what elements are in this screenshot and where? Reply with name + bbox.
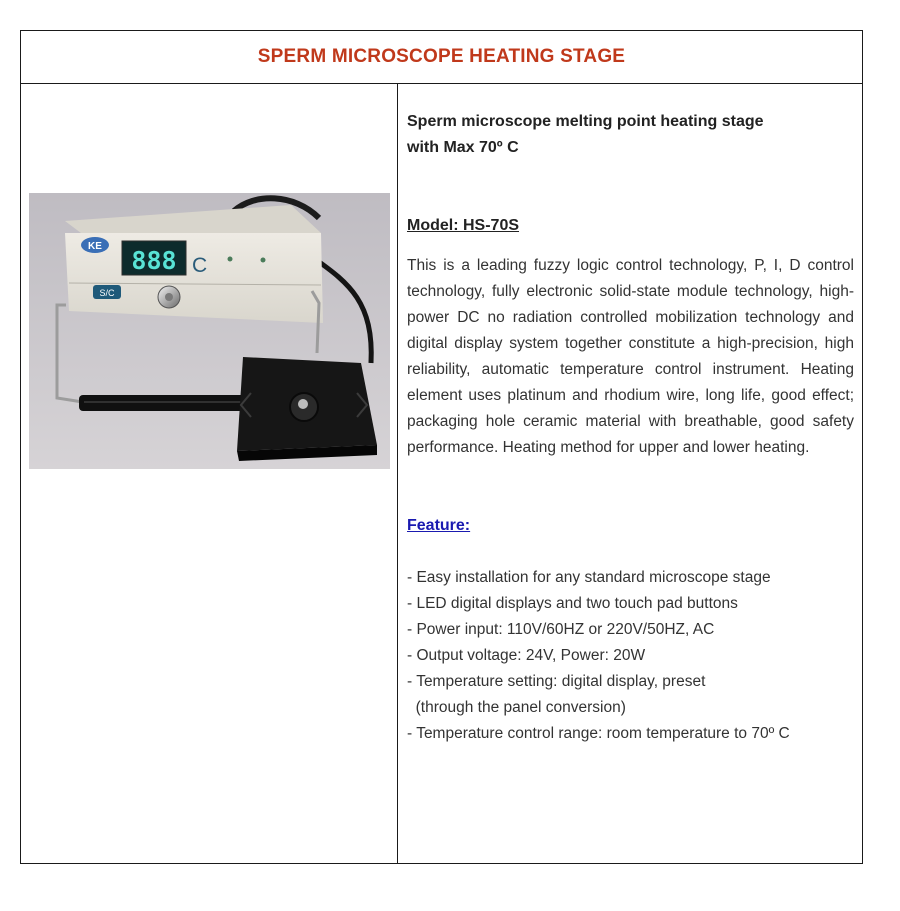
feature-heading: Feature: xyxy=(407,517,471,534)
description-cell xyxy=(398,83,862,863)
heating-stage-illustration xyxy=(29,193,390,469)
feature-item: - Power input: 110V/60HZ or 220V/50HZ, AC xyxy=(407,621,715,638)
content-row xyxy=(21,83,862,863)
spec-sheet xyxy=(20,30,863,864)
feature-item: - Temperature control range: room temperature to 70º C xyxy=(407,725,790,742)
headline-line-1: Sperm microscope melting point heating stage xyxy=(407,113,764,130)
feature-item: - Temperature setting: digital display, preset xyxy=(407,673,706,690)
product-headline xyxy=(407,109,854,161)
feature-item: - Easy installation for any standard microscope stage xyxy=(407,569,771,586)
title-row xyxy=(21,31,862,84)
product-photo xyxy=(29,193,390,469)
indicator-light-icon xyxy=(228,257,233,262)
image-cell xyxy=(21,83,398,863)
product-description: This is a leading fuzzy logic control technology, P, I, D control technology, fully electronic solid-state module technology, high-power DC no radiation controlled mobilization technology and digital display system together constitute a high-precision, high reliability, automatic temperature control instrument. Heating element uses platinum and rhodium wire, long life, good effect; packaging hole ceramic material with breathable, good safety performance. Heating method for upper and lower heating. xyxy=(407,257,854,456)
device-logo-text: KE xyxy=(88,241,102,252)
led-digits: 888 xyxy=(131,246,177,275)
headline-line-2: with Max 70º C xyxy=(407,139,519,156)
heating-rod xyxy=(79,395,249,411)
feature-list xyxy=(407,565,854,747)
display-unit: C xyxy=(192,254,208,277)
feature-item: - Output voltage: 24V, Power: 20W xyxy=(407,647,646,664)
feature-item: - LED digital displays and two touch pad buttons xyxy=(407,595,738,612)
feature-item: (through the panel conversion) xyxy=(407,699,626,716)
sc-button-label: S/C xyxy=(99,288,115,298)
indicator-light-icon xyxy=(261,258,266,263)
page-title: SPERM MICROSCOPE HEATING STAGE xyxy=(257,46,626,67)
model-number: Model: HS-70S xyxy=(407,217,520,234)
